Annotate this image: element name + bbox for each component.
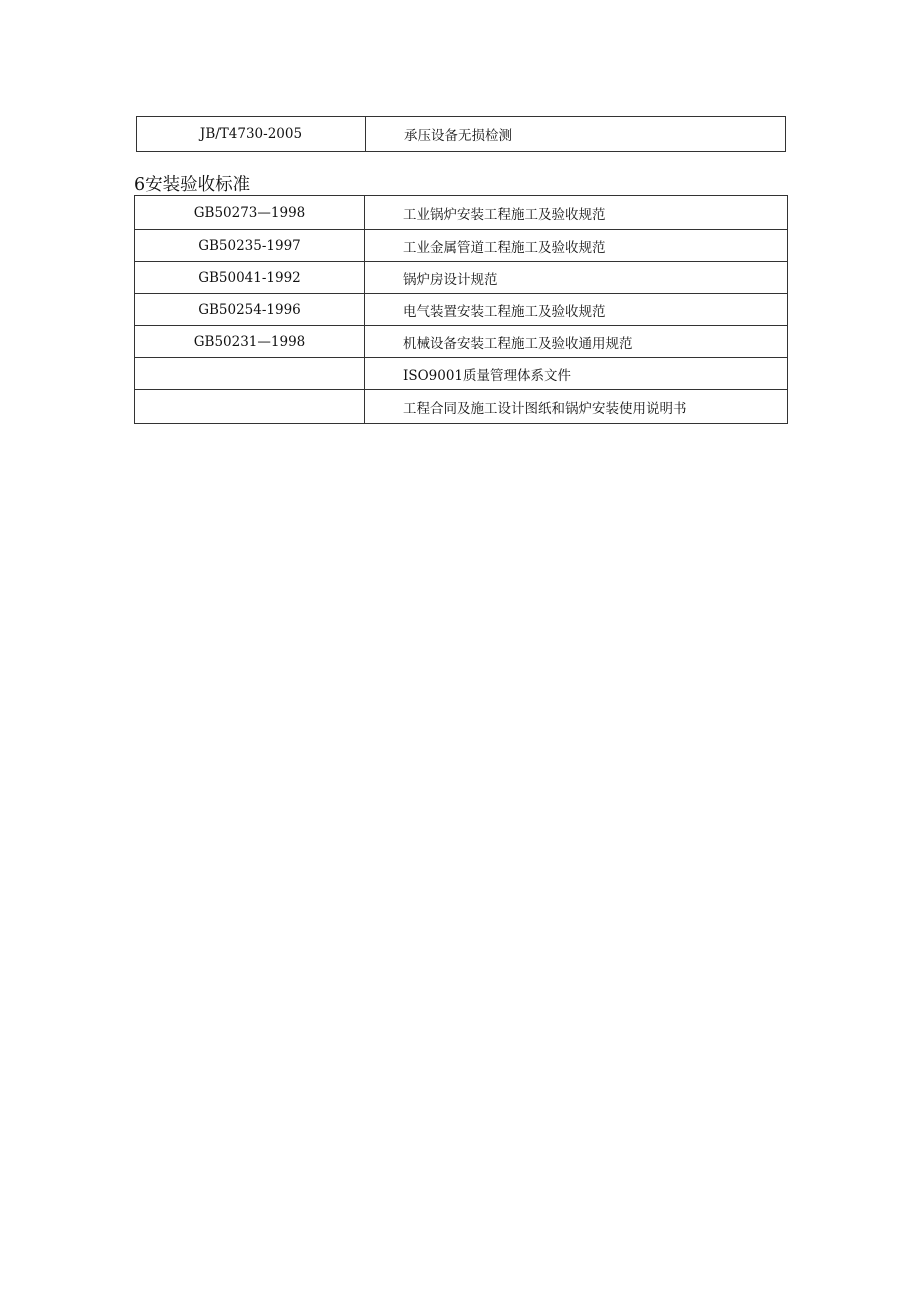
- standard-name-cell: 工程合同及施工设计图纸和锅炉安装使用说明书: [365, 390, 788, 424]
- standard-code-cell: JB/T4730-2005: [137, 117, 366, 152]
- table-row: [135, 230, 788, 262]
- standard-code-cell: GB50273—1998: [135, 196, 365, 230]
- standard-name-cell: ISO9001质量管理体系文件: [365, 358, 788, 390]
- section-heading: 6安装验收标准: [134, 175, 251, 195]
- standard-name-cell: 工业金属管道工程施工及验收规范: [365, 230, 788, 262]
- standard-code-cell: [135, 358, 365, 390]
- standard-name-cell: 电气装置安装工程施工及验收规范: [365, 294, 788, 326]
- standard-code-cell: [135, 390, 365, 424]
- standard-name-cell: 工业锅炉安装工程施工及验收规范: [365, 196, 788, 230]
- standards-table-continued: [136, 116, 786, 152]
- standard-name-cell: 锅炉房设计规范: [365, 262, 788, 294]
- table-row: [135, 196, 788, 230]
- standard-code-cell: GB50254-1996: [135, 294, 365, 326]
- standard-code-cell: GB50235-1997: [135, 230, 365, 262]
- table-row: [135, 326, 788, 358]
- table-row: [135, 294, 788, 326]
- standard-code-cell: GB50041-1992: [135, 262, 365, 294]
- standard-name-cell: 承压设备无损检测: [366, 117, 786, 152]
- table-row: [137, 117, 786, 152]
- standard-name-cell: 机械设备安装工程施工及验收通用规范: [365, 326, 788, 358]
- installation-acceptance-standards-table: [134, 195, 788, 424]
- table-row: [135, 262, 788, 294]
- table-row: [135, 358, 788, 390]
- standard-code-cell: GB50231—1998: [135, 326, 365, 358]
- table-row: [135, 390, 788, 424]
